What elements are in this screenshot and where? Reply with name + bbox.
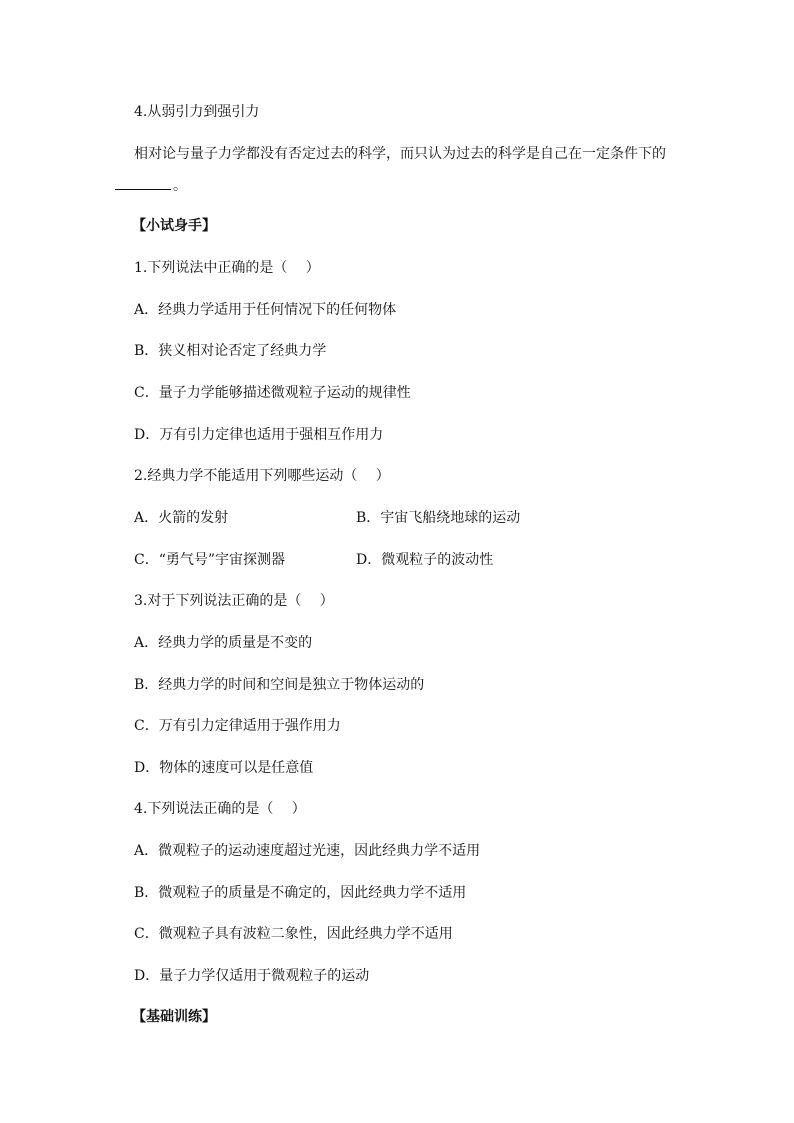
q2-option-c: C．“勇气号”宇宙探测器 [134,552,286,568]
q2-option-a: A．火箭的发射 [134,510,229,526]
paragraph-period: 。 [173,178,187,194]
q4-stem: 4.下列说法正确的是（ ） [134,801,306,817]
q3-option-c: C．万有引力定律适用于强作用力 [134,718,341,734]
q1-option-c: C．量子力学能够描述微观粒子运动的规律性 [134,385,411,401]
q3-option-d: D．物体的速度可以是任意值 [134,760,314,776]
q1-option-b: B．狭义相对论否定了经典力学 [134,343,327,359]
q4-option-b: B．微观粒子的质量是不确定的，因此经典力学不适用 [134,885,467,901]
fill-in-blank [115,176,171,190]
q2-option-b: B．宇宙飞船绕地球的运动 [356,510,521,526]
q1-option-a: A．经典力学适用于任何情况下的任何物体 [134,302,397,318]
q4-option-c: C．微观粒子具有波粒二象性，因此经典力学不适用 [134,926,453,942]
q4-option-d: D．量子力学仅适用于微观粒子的运动 [134,968,370,984]
summary-paragraph: 相对论与量子力学都没有否定过去的科学，而只认为过去的科学是自己在一定条件下的 [134,146,666,162]
q3-option-a: A．经典力学的质量是不变的 [134,635,313,651]
q1-stem: 1.下列说法中正确的是（ ） [134,260,320,276]
q2-stem: 2.经典力学不能适用下列哪些运动（ ） [134,468,390,484]
summary-paragraph-end [115,176,187,196]
q1-option-d: D．万有引力定律也适用于强相互作用力 [134,427,384,443]
basic-training-heading: 【基础训练】 [132,1009,216,1025]
practice-heading: 【小试身手】 [132,218,216,234]
q2-option-d: D．微观粒子的波动性 [356,552,494,568]
section-item-4: 4.从弱引力到强引力 [134,104,260,120]
q3-stem: 3.对于下列说法正确的是（ ） [134,593,334,609]
q4-option-a: A．微观粒子的运动速度超过光速，因此经典力学不适用 [134,843,481,859]
q3-option-b: B．经典力学的时间和空间是独立于物体运动的 [134,677,425,693]
